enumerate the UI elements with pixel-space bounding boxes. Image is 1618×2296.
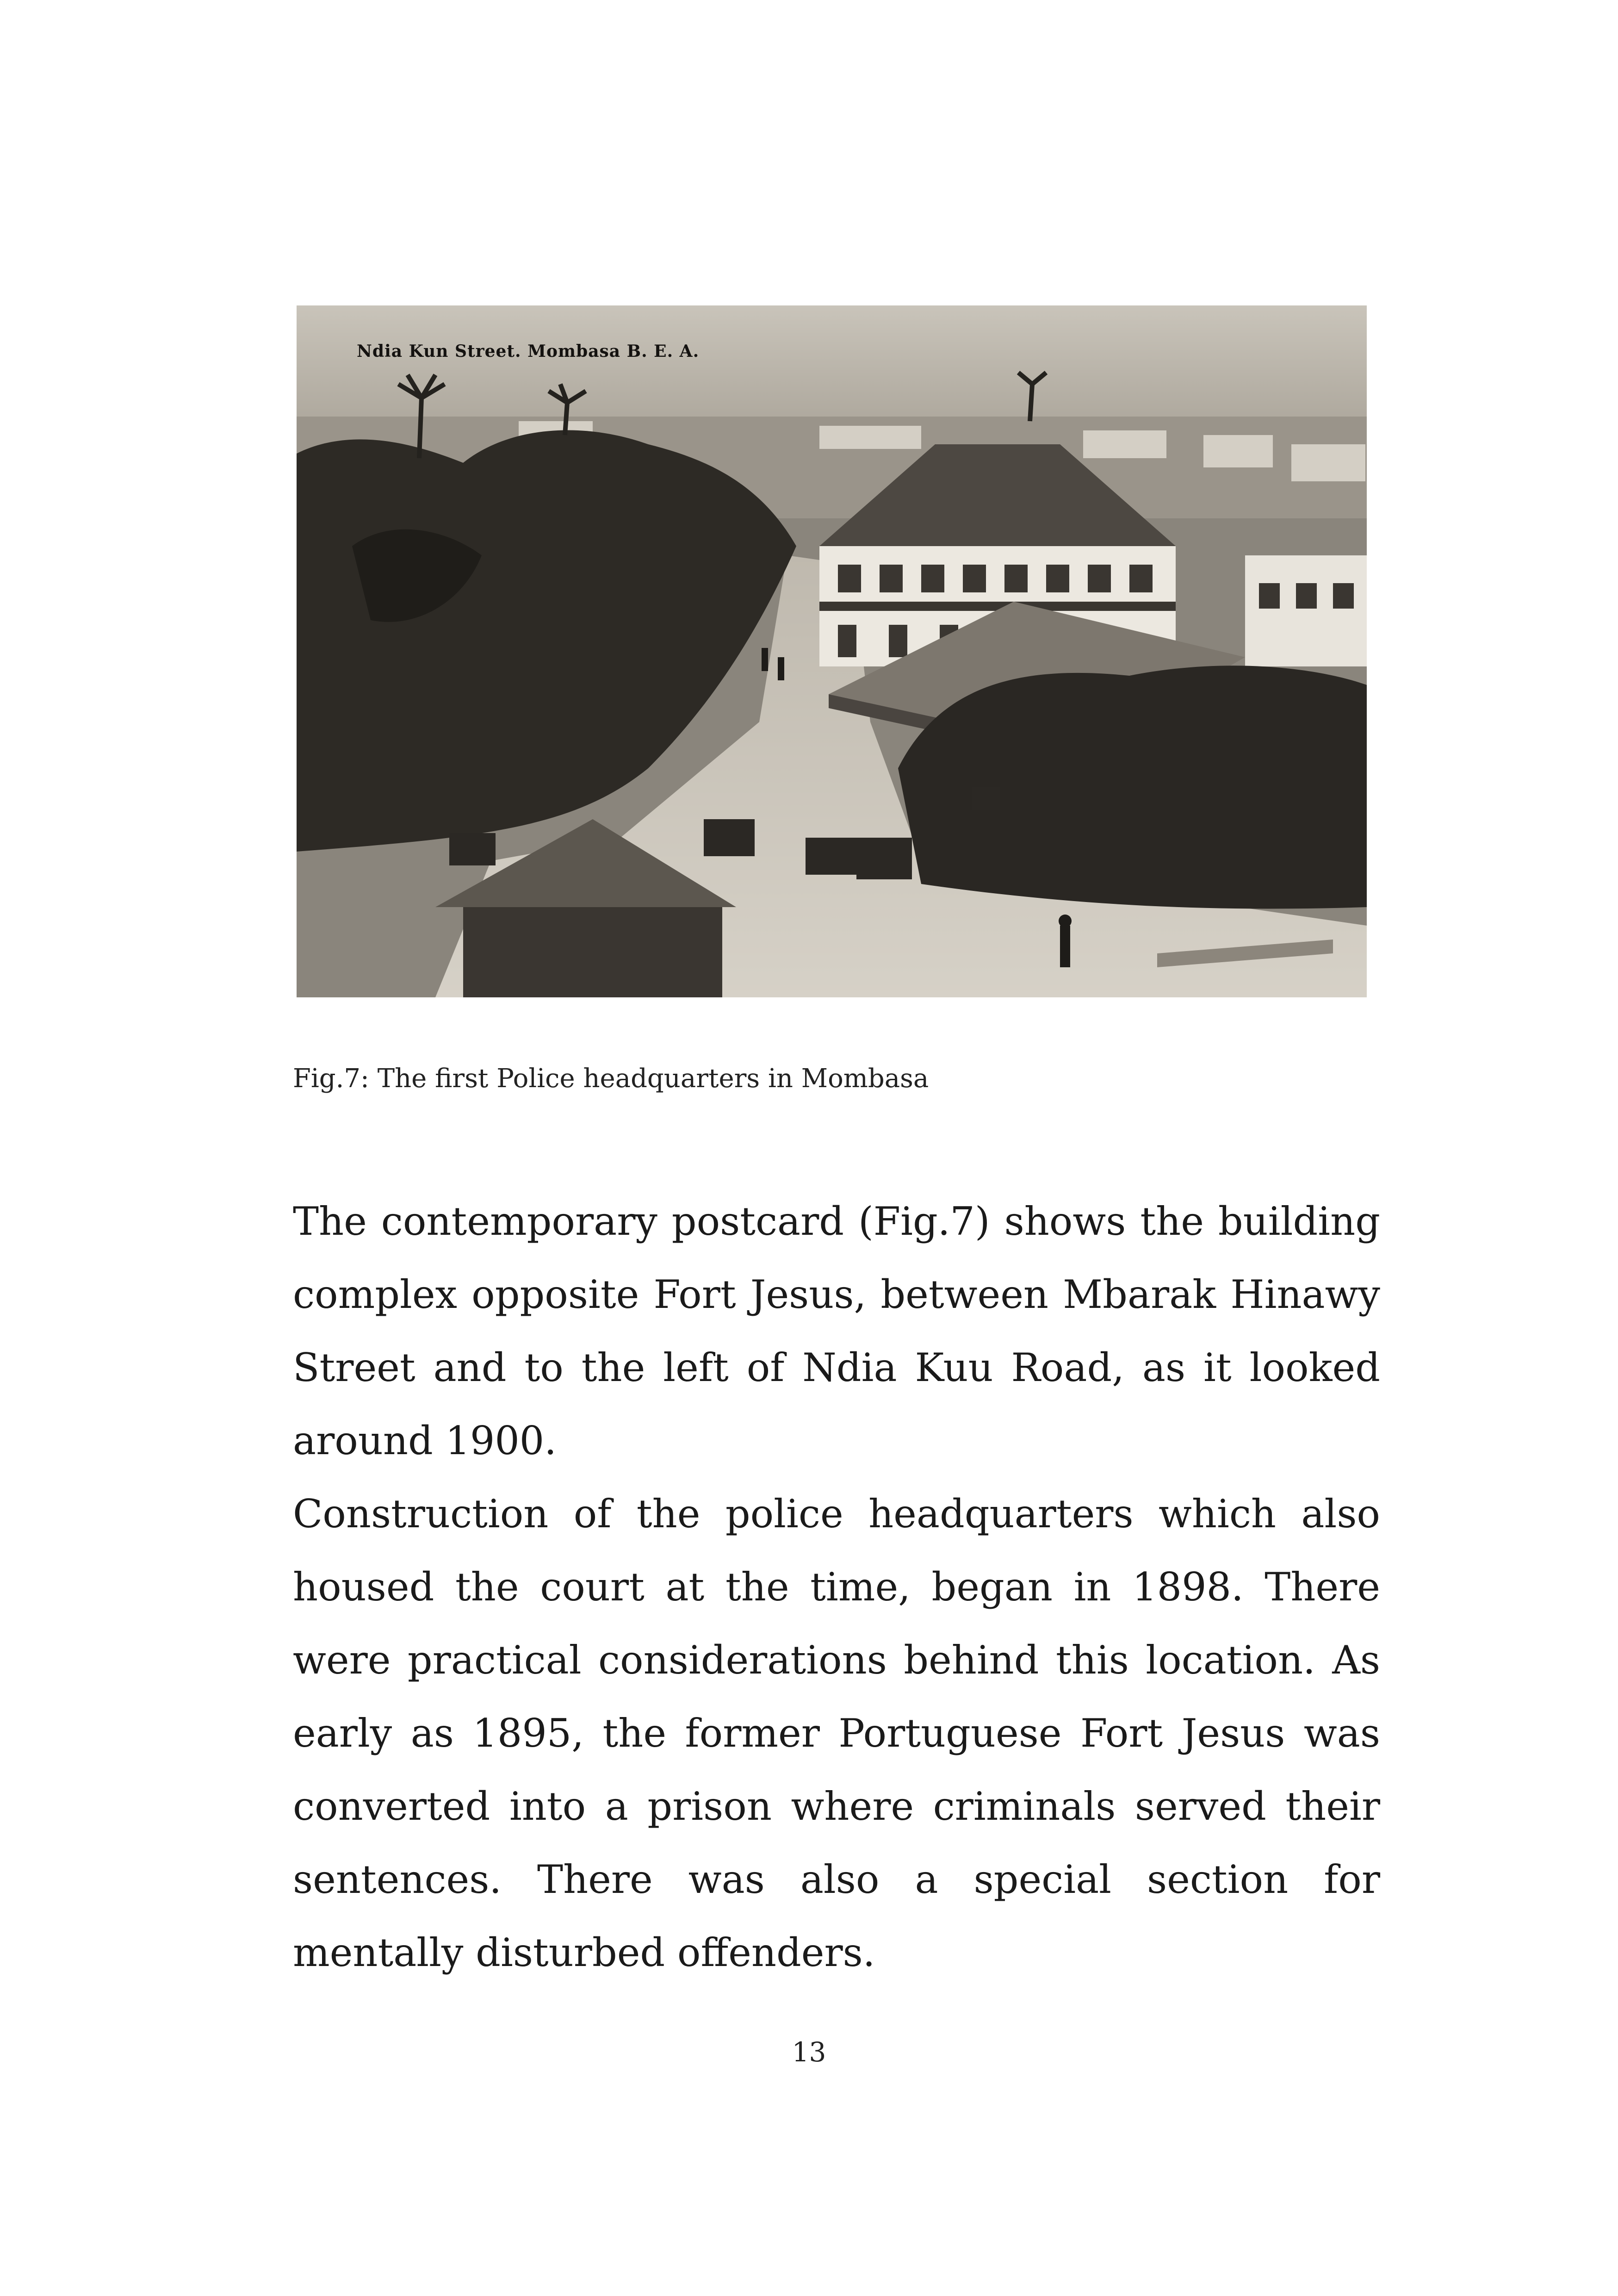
page-number: 13 — [792, 2036, 826, 2068]
historic-postcard-photo — [297, 305, 1367, 997]
paragraph-2: Construction of the police headquarters which also housed the court at the time, began in 1898. There were practical considerations behind this location. As early as 1895, the former Portuguese Fort Jesus was converted into a prison where criminals served their sentences. There was also a special section for mentally disturbed offenders. — [293, 1491, 1380, 1975]
body-text — [293, 1185, 1380, 1989]
paragraph-1: The contemporary postcard (Fig.7) shows the building complex opposite Fort Jesus, between Mbarak Hinawy Street and to the left of Ndia Kuu Road, as it looked around 1900. — [293, 1199, 1380, 1463]
postcard-illustration — [297, 305, 1367, 997]
postcard-printed-caption: Ndia Kun Street. Mombasa B. E. A. — [357, 342, 700, 361]
figure-caption: Fig.7: The first Police headquarters in Mombasa — [293, 1064, 929, 1094]
